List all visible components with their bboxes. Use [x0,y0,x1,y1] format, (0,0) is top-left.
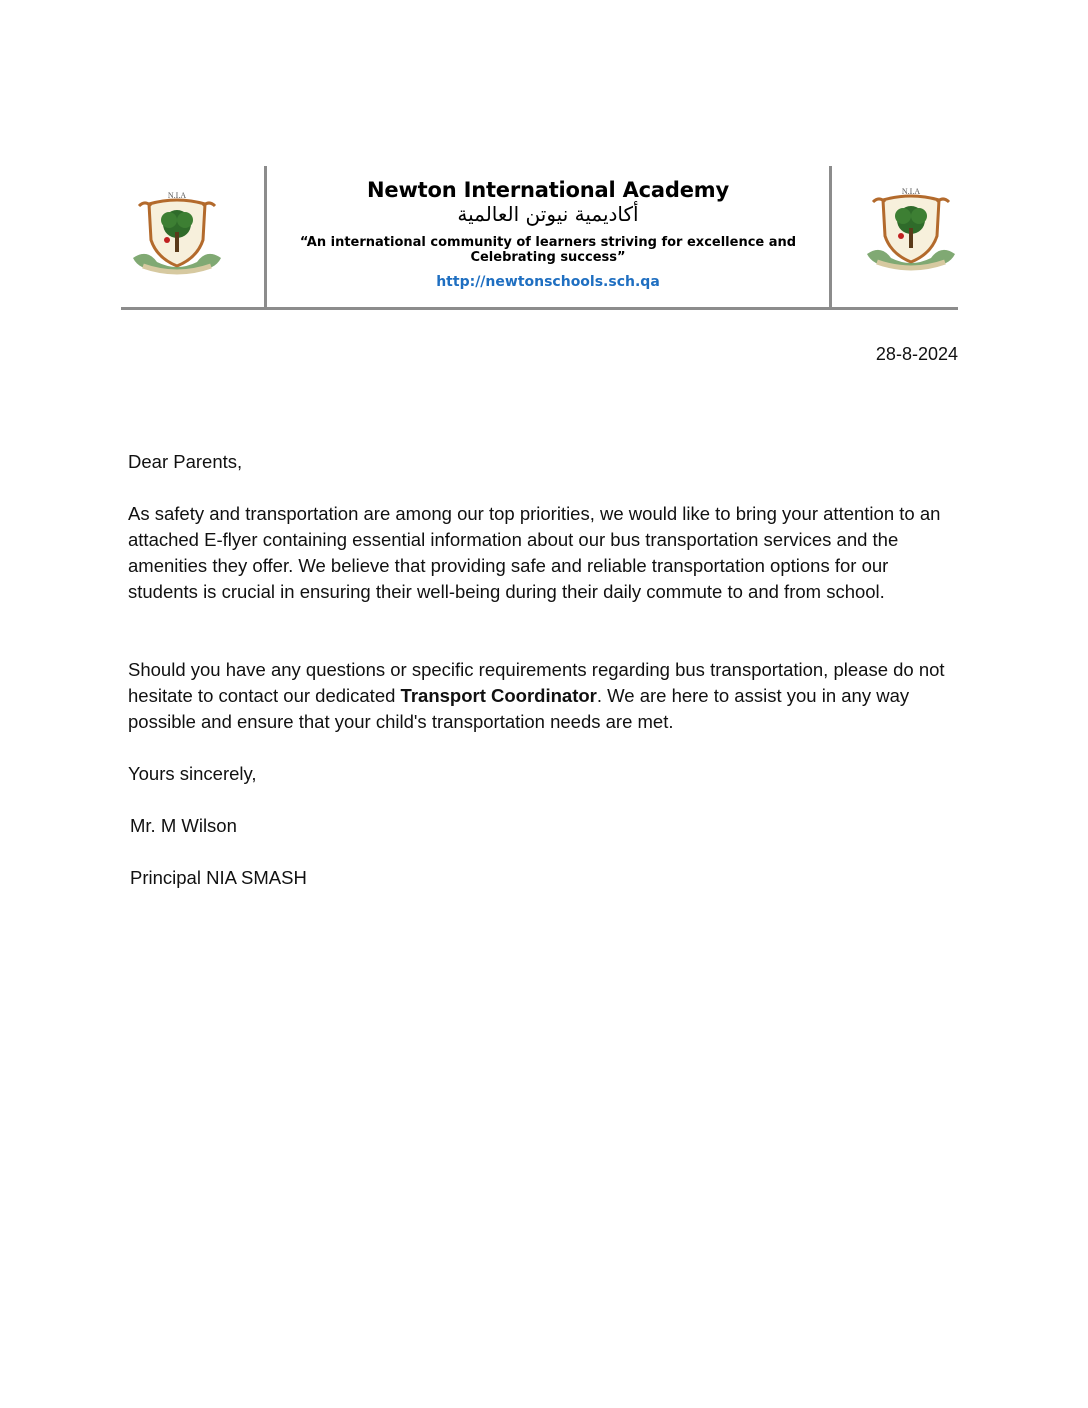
motto-line-1: “An international community of learners striving for excellence and [299,235,797,250]
header-divider-right [829,166,832,308]
svg-text:N.I.A: N.I.A [901,187,921,196]
paragraph-2-text [128,657,963,735]
closing: Yours sincerely, [128,763,257,784]
paragraph-2-start: Should you have any questions or specific requirements regarding bus transportation, please do not hesitate to contact our dedicated [128,659,945,706]
letter-date: 28-8-2024 [875,344,958,364]
paragraph-1-text: As safety and transportation are among our top priorities, we would like to bring your attention to an attached E-flyer containing essential information about our bus transportation services and the amenities they offer. We believe that providing safe and reliable transportation options for our students is crucial in ensuring their well-being during their daily commute to and from school. [128,503,941,602]
website-link[interactable]: http://newtonschools.sch.qa [436,274,660,290]
signer-role: Principal NIA SMASH [130,867,307,888]
svg-text:N.I.A: N.I.A [167,191,187,200]
salutation: Dear Parents, [128,451,243,472]
letterhead [121,166,958,309]
school-name: Newton International Academy [367,178,729,202]
header-bottom-rule [121,307,958,310]
paragraph-2-end: . We are here to assist you in any way possible and ensure that your child's transportation needs are met. [128,685,910,732]
paragraph-2 [128,657,963,735]
paragraph-1 [128,501,963,605]
motto-line-2: Celebrating success” [470,250,626,265]
transport-coordinator-emphasis: Transport Coordinator [400,685,597,706]
school-crest-icon [861,184,961,276]
school-name-arabic: أكاديمية نيوتن العالمية [457,202,639,226]
school-crest-icon [127,188,227,280]
school-motto [267,235,829,265]
signer-name: Mr. M Wilson [130,815,237,836]
header-center [267,178,829,290]
